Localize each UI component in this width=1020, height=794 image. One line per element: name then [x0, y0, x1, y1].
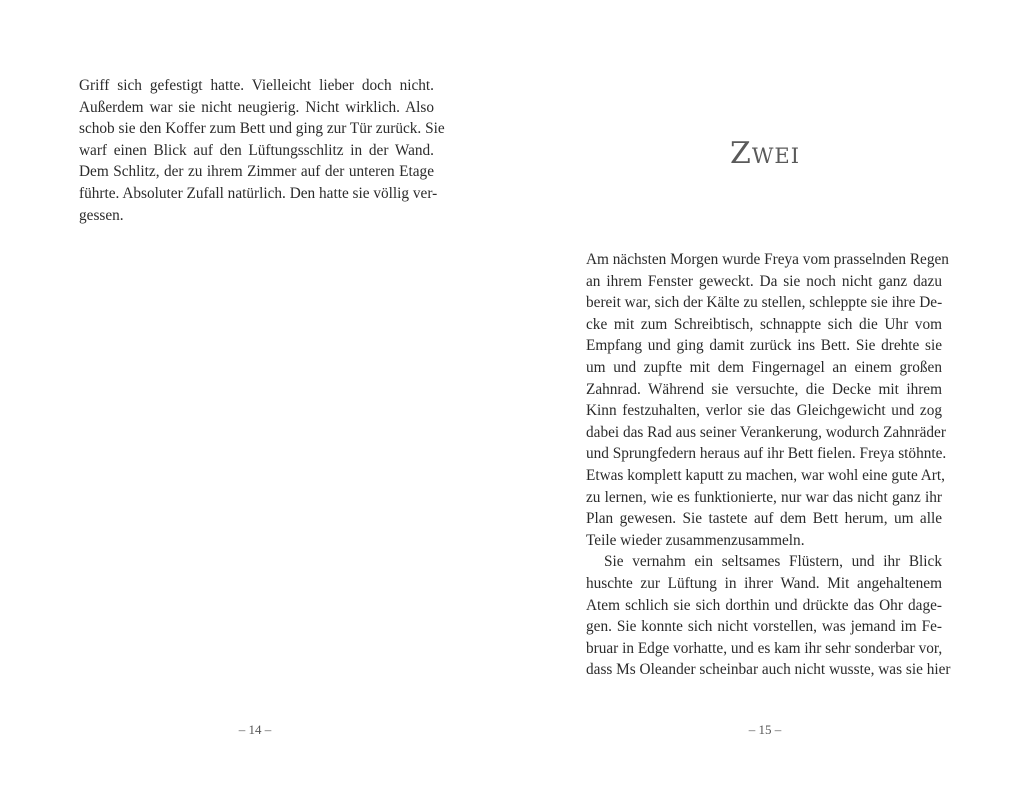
text-line: warf einen Blick auf den Lüftungsschlitz in der Wand. — [79, 141, 434, 159]
text-line: Sie vernahm ein seltsames Flüstern, und ihr Blick — [604, 553, 942, 571]
text-line: bruar in Edge vorhatte, und es kam ihr sehr sonderbar vor, — [586, 639, 943, 657]
text-line: cke mit zum Schreibtisch, schnappte sich die Uhr vom — [586, 315, 942, 333]
right-page — [510, 0, 1020, 794]
text-line: und Sprungfedern heraus auf ihr Bett fielen. Freya stöhnte. — [586, 445, 947, 463]
text-line: Außerdem war sie nicht neugierig. Nicht wirklich. Also — [79, 98, 434, 116]
chapter-title: Zwei — [729, 136, 801, 171]
text-line: an ihrem Fenster geweckt. Da sie noch nicht ganz dazu — [586, 272, 942, 290]
text-line: Am nächsten Morgen wurde Freya vom prasselnden Regen — [586, 251, 949, 268]
text-line: führte. Absoluter Zufall natürlich. Den hatte sie völlig ver- — [79, 184, 438, 202]
left-page-text — [79, 75, 445, 226]
text-line: um und zupfte mit dem Fingernagel an einem großen — [586, 358, 942, 376]
text-line: Griff sich gefestigt hatte. Vielleicht lieber doch nicht. — [79, 77, 434, 94]
text-line: Kinn festzuhalten, verlor sie das Gleichgewicht und zog — [586, 402, 942, 420]
text-line: Dem Schlitz, der zu ihrem Zimmer auf der unteren Etage — [79, 163, 434, 181]
text-line: schob sie den Koffer zum Bett und ging zur Tür zurück. Sie — [79, 120, 445, 138]
text-line: gen. Sie konnte sich nicht vorstellen, was jemand im Fe- — [586, 618, 942, 636]
right-page-text — [586, 249, 951, 681]
text-line: dabei das Rad aus seiner Verankerung, wodurch Zahnräder — [586, 423, 946, 441]
text-line: Atem schlich sie sich dorthin und drückte das Ohr dage- — [586, 596, 942, 614]
page-number-left: – 14 – — [238, 722, 272, 737]
text-line: gessen. — [79, 206, 124, 224]
text-line: Etwas komplett kaputt zu machen, war wohl eine gute Art, — [586, 466, 945, 484]
text-line: huschte zur Lüftung in ihrer Wand. Mit angehaltenem — [586, 574, 942, 592]
text-line: Plan gewesen. Sie tastete auf dem Bett herum, um alle — [586, 510, 942, 528]
text-line: Teile wieder zusammenzusammeln. — [586, 531, 805, 549]
text-line: Zahnrad. Während sie versuchte, die Decke mit ihrem — [586, 380, 942, 398]
text-line: Empfang und ging damit zurück ins Bett. Sie drehte sie — [586, 337, 942, 355]
page-number-right: – 15 – — [748, 722, 782, 737]
text-line: bereit war, sich der Kälte zu stellen, schleppte sie ihre De- — [586, 294, 943, 312]
text-line: zu lernen, wie es funktionierte, nur war das nicht ganz ihr — [586, 488, 942, 506]
text-line: dass Ms Oleander scheinbar auch nicht wusste, was sie hier — [586, 661, 951, 679]
